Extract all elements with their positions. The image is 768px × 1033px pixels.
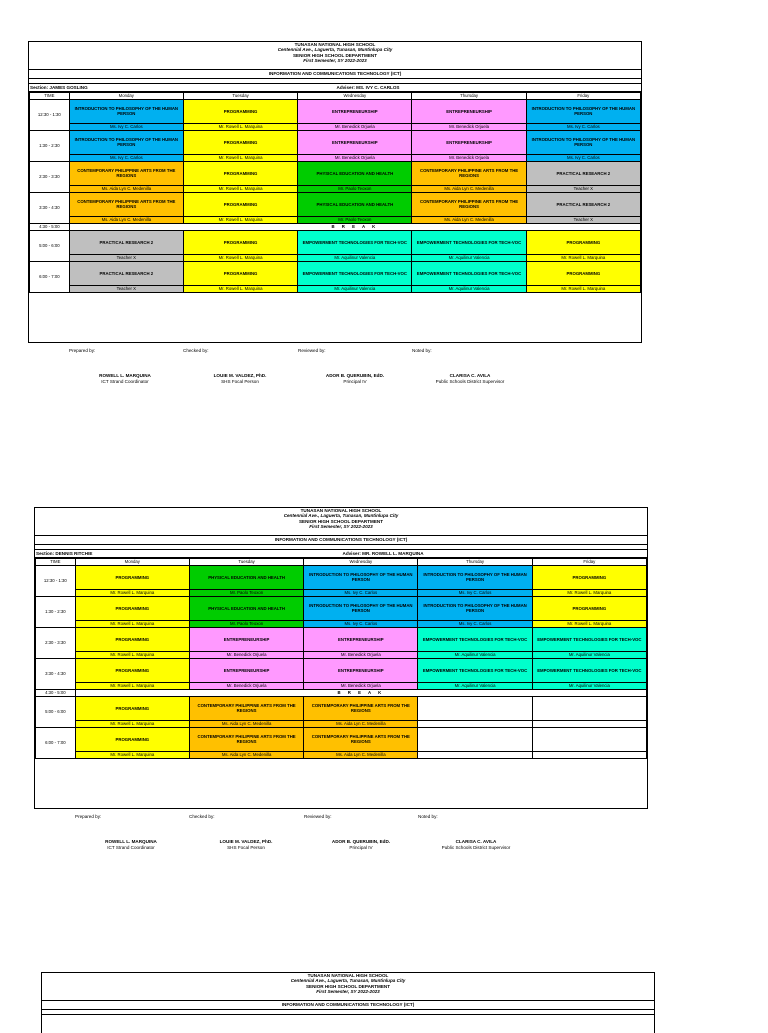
day-header: Thursday [412, 92, 526, 99]
signatories-1 [0, 346, 768, 386]
signatory-name: ADOR B. QUERUBIN, EdD. [325, 373, 385, 378]
subject-cell: EMPOWERMENT TECHNOLOGIES FOR TECH-VOC [298, 230, 412, 254]
subject-cell: CONTEMPORARY PHILIPPINE ARTS FROM THE REGIONS [412, 161, 526, 185]
signatory-name: ROWELL L. MARQUINA [105, 839, 157, 844]
teacher-row [30, 185, 641, 192]
subject-cell: CONTEMPORARY PHILIPPINE ARTS FROM THE REGIONS [69, 192, 183, 216]
subject-cell [532, 727, 646, 751]
signatory-position: Public Schools District Supervisor [441, 845, 511, 850]
subject-cell: INTRODUCTION TO PHILOSOPHY OF THE HUMAN PERSON [526, 130, 640, 154]
subject-cell: PROGRAMMING [75, 596, 189, 620]
signatory-label: Prepared by: [75, 814, 102, 819]
subject-row [36, 727, 647, 751]
subject-cell: INTRODUCTION TO PHILOSOPHY OF THE HUMAN PERSON [418, 565, 532, 589]
teacher-cell: Mr. Rowell L. Marquina [75, 751, 189, 758]
signatory-label: Checked by: [189, 814, 215, 819]
teacher-cell: Mr. Aquilinur Valencia [412, 254, 526, 261]
signatory-name: ADOR B. QUERUBIN, EdD. [331, 839, 391, 844]
break-label: B R E A K [69, 223, 640, 230]
time-slot: 3:30 - 4:30 [36, 658, 76, 689]
teacher-cell: Ms. Ivy C. Carlos [526, 154, 640, 161]
subject-cell: CONTEMPORARY PHILIPPINE ARTS FROM THE REGIONS [189, 727, 303, 751]
teacher-cell: Mr. Rowell L. Marquina [75, 589, 189, 596]
subject-cell: ENTREPRENEURSHIP [298, 99, 412, 123]
strand-title: INFORMATION AND COMMUNICATIONS TECHNOLOGY (ICT) [35, 535, 647, 545]
semester-label: First Semester, SY 2022-2023 [316, 989, 380, 995]
subject-cell: ENTREPRENEURSHIP [189, 627, 303, 651]
teacher-row [36, 682, 647, 689]
subject-row [36, 565, 647, 589]
teacher-cell: Mr. Rowell L. Marquina [526, 254, 640, 261]
strand-title: INFORMATION AND COMMUNICATIONS TECHNOLOGY (ICT) [42, 1000, 654, 1010]
teacher-row [36, 751, 647, 758]
section-row [29, 84, 641, 92]
signatory-name: ROWELL L. MARQUINA [99, 373, 151, 378]
teacher-cell: Ms. Aida Lyn C. Medenilla [69, 185, 183, 192]
subject-row [30, 230, 641, 254]
teacher-cell: Mr. Aquilinur Valencia [418, 682, 532, 689]
subject-cell: PROGRAMMING [183, 161, 297, 185]
teacher-row [30, 285, 641, 292]
day-header: Friday [526, 92, 640, 99]
teacher-cell: Ms. Aida Lyn C. Medenilla [304, 720, 418, 727]
day-header: Wednesday [304, 558, 418, 565]
teacher-cell: Ms. Ivy C. Carlos [304, 620, 418, 627]
semester-label: First Semester, SY 2022-2023 [309, 524, 373, 530]
subject-cell: ENTREPRENEURSHIP [304, 658, 418, 682]
subject-cell: CONTEMPORARY PHILIPPINE ARTS FROM THE REGIONS [69, 161, 183, 185]
teacher-row [30, 123, 641, 130]
time-slot: 5:00 - 6:00 [36, 696, 76, 727]
time-slot: 2:30 - 3:30 [36, 627, 76, 658]
signatory-position: ICT Strand Coordinator [101, 379, 149, 384]
school-name: TUNASAN NATIONAL HIGH SCHOOL [294, 42, 376, 47]
subject-cell: INTRODUCTION TO PHILOSOPHY OF THE HUMAN PERSON [69, 130, 183, 154]
schedule-table [29, 92, 641, 293]
teacher-cell: Mr. Rowell L. Marquina [183, 185, 297, 192]
signatory-label: Reviewed by: [304, 814, 332, 819]
teacher-cell: Mr. Rowell L. Marquina [532, 620, 646, 627]
teacher-cell: Ms. Aida Lyn C. Medenilla [412, 216, 526, 223]
break-time: 4:30 - 5:00 [30, 223, 70, 230]
subject-cell: PRACTICAL RESEARCH 2 [69, 230, 183, 254]
day-header-row [36, 558, 647, 565]
teacher-cell: Mr. Rowell L. Marquina [526, 285, 640, 292]
subject-cell: PROGRAMMING [526, 230, 640, 254]
teacher-row [36, 720, 647, 727]
break-row [36, 689, 647, 696]
teacher-cell: Mr. Rowell L. Marquina [183, 254, 297, 261]
signatories-2 [6, 812, 768, 852]
subject-row [36, 658, 647, 682]
teacher-row [30, 154, 641, 161]
teacher-cell: Ms. Ivy C. Carlos [69, 154, 183, 161]
teacher-cell: Ms. Aida Lyn C. Medenilla [189, 751, 303, 758]
subject-row [36, 596, 647, 620]
teacher-cell [418, 751, 532, 758]
signatory-position: Principal IV [349, 845, 373, 850]
subject-cell: PROGRAMMING [183, 261, 297, 285]
adviser-name: Adviser: MR. ROWELL L. MARQUINA [342, 550, 424, 556]
time-slot: 12:30 - 1:30 [30, 99, 70, 130]
teacher-cell: Mr. Rowell L. Marquina [183, 285, 297, 292]
teacher-cell: Mr. Aquilinur Valencia [532, 682, 646, 689]
teacher-cell [532, 720, 646, 727]
teacher-cell: Teacher X [69, 285, 183, 292]
subject-row [30, 192, 641, 216]
teacher-cell: Mr. Aquilinur Valencia [412, 285, 526, 292]
time-slot: 2:30 - 3:30 [30, 161, 70, 192]
teacher-cell: Mr. Aquilinur Valencia [418, 651, 532, 658]
subject-cell: PRACTICAL RESEARCH 2 [526, 161, 640, 185]
schedule-table [35, 558, 647, 759]
subject-cell: PHYSICAL EDUCATION AND HEALTH [189, 565, 303, 589]
subject-cell: EMPOWERMENT TECHNOLOGIES FOR TECH-VOC [532, 627, 646, 651]
teacher-cell: Mr. Benedick Orjuela [298, 123, 412, 130]
subject-cell: PROGRAMMING [532, 565, 646, 589]
department-name: SENIOR HIGH SCHOOL DEPARTMENT [292, 52, 378, 58]
teacher-cell: Mr. Benedick Orjuela [412, 123, 526, 130]
subject-row [30, 261, 641, 285]
adviser-name: Adviser: MS. IVY C. CARLOS [336, 84, 400, 90]
teacher-cell: Mr. Rowell L. Marquina [183, 216, 297, 223]
teacher-cell: Ms. Aida Lyn C. Medenilla [412, 185, 526, 192]
school-address: Centennial Ave., Laguerta, Tunasan, Muntinlupa City [290, 978, 406, 984]
teacher-cell: Mr. Aquilinur Valencia [532, 651, 646, 658]
teacher-row [36, 651, 647, 658]
subject-cell: PRACTICAL RESEARCH 2 [69, 261, 183, 285]
subject-cell: PROGRAMMING [183, 99, 297, 123]
teacher-cell: Mr. Benedick Orjuela [412, 154, 526, 161]
subject-row [36, 696, 647, 720]
school-address: Centennial Ave., Laguerta, Tunasan, Muntinlupa City [277, 47, 393, 53]
time-header: TIME [30, 92, 70, 99]
teacher-cell [418, 720, 532, 727]
signatory-name: LOUIE M. VALDEZ, PhD. [219, 839, 273, 844]
time-slot: 1:30 - 2:30 [36, 596, 76, 627]
signatory-position: Principal IV [343, 379, 367, 384]
teacher-cell: Ms. Ivy C. Carlos [418, 589, 532, 596]
signatory-name: CLARISA C. AVILA [455, 839, 497, 844]
break-time: 4:30 - 5:00 [36, 689, 76, 696]
day-header-row [30, 92, 641, 99]
subject-cell: INTRODUCTION TO PHILOSOPHY OF THE HUMAN PERSON [69, 99, 183, 123]
teacher-cell: Mr. Rowell L. Marquina [75, 682, 189, 689]
teacher-cell: Mr. Paolo Teoxon [298, 185, 412, 192]
signatory-name: CLARISA C. AVILA [449, 373, 491, 378]
subject-cell [532, 696, 646, 720]
subject-cell [418, 727, 532, 751]
subject-cell: ENTREPRENEURSHIP [412, 130, 526, 154]
subject-cell: EMPOWERMENT TECHNOLOGIES FOR TECH-VOC [532, 658, 646, 682]
subject-cell: CONTEMPORARY PHILIPPINE ARTS FROM THE REGIONS [189, 696, 303, 720]
school-name: TUNASAN NATIONAL HIGH SCHOOL [300, 508, 382, 513]
subject-cell: PHYSICAL EDUCATION AND HEALTH [298, 192, 412, 216]
subject-cell: INTRODUCTION TO PHILOSOPHY OF THE HUMAN PERSON [418, 596, 532, 620]
day-header: Tuesday [183, 92, 297, 99]
day-header: Thursday [418, 558, 532, 565]
teacher-cell: Mr. Aquilinur Valencia [298, 285, 412, 292]
signatory-label: Noted by: [412, 348, 432, 353]
department-name: SENIOR HIGH SCHOOL DEPARTMENT [298, 518, 384, 524]
subject-row [30, 130, 641, 154]
teacher-cell: Mr. Rowell L. Marquina [183, 123, 297, 130]
teacher-cell: Mr. Rowell L. Marquina [75, 651, 189, 658]
teacher-cell: Mr. Paolo Teoxon [189, 589, 303, 596]
teacher-cell: Teacher X [526, 185, 640, 192]
subject-cell: PROGRAMMING [183, 130, 297, 154]
teacher-row [36, 620, 647, 627]
section-name: Section: JAMES GOSLING [30, 84, 88, 90]
signatory-name: LOUIE M. VALDEZ, PhD. [213, 373, 267, 378]
teacher-cell: Mr. Aquilinur Valencia [298, 254, 412, 261]
teacher-cell: Teacher X [69, 254, 183, 261]
teacher-cell: Mr. Rowell L. Marquina [183, 154, 297, 161]
subject-cell: EMPOWERMENT TECHNOLOGIES FOR TECH-VOC [418, 627, 532, 651]
section-row [35, 550, 647, 558]
teacher-row [30, 216, 641, 223]
subject-cell: PHYSICAL EDUCATION AND HEALTH [189, 596, 303, 620]
time-slot: 5:00 - 6:00 [30, 230, 70, 261]
subject-cell: CONTEMPORARY PHILIPPINE ARTS FROM THE REGIONS [412, 192, 526, 216]
subject-cell: CONTEMPORARY PHILIPPINE ARTS FROM THE REGIONS [304, 727, 418, 751]
day-header: Monday [75, 558, 189, 565]
subject-cell: EMPOWERMENT TECHNOLOGIES FOR TECH-VOC [298, 261, 412, 285]
day-header: Tuesday [189, 558, 303, 565]
subject-cell: ENTREPRENEURSHIP [298, 130, 412, 154]
subject-cell [418, 696, 532, 720]
teacher-cell: Mr. Benedick Orjuela [189, 651, 303, 658]
signatory-label: Checked by: [183, 348, 209, 353]
schedule-sheet-2 [34, 507, 648, 809]
teacher-cell: Ms. Aida Lyn C. Medenilla [69, 216, 183, 223]
subject-cell: PROGRAMMING [183, 192, 297, 216]
time-slot: 3:30 - 4:30 [30, 192, 70, 223]
subject-cell: PROGRAMMING [75, 565, 189, 589]
teacher-cell: Ms. Ivy C. Carlos [304, 589, 418, 596]
subject-cell: PROGRAMMING [75, 696, 189, 720]
signatory-position: ICT Strand Coordinator [107, 845, 155, 850]
teacher-cell: Ms. Aida Lyn C. Medenilla [189, 720, 303, 727]
department-name: SENIOR HIGH SCHOOL DEPARTMENT [305, 983, 391, 989]
teacher-cell: Ms. Ivy C. Carlos [69, 123, 183, 130]
teacher-cell: Ms. Ivy C. Carlos [526, 123, 640, 130]
signatory-label: Noted by: [418, 814, 438, 819]
subject-cell: PROGRAMMING [526, 261, 640, 285]
subject-cell: INTRODUCTION TO PHILOSOPHY OF THE HUMAN PERSON [526, 99, 640, 123]
teacher-cell: Ms. Ivy C. Carlos [418, 620, 532, 627]
time-slot: 6:00 - 7:00 [30, 261, 70, 292]
teacher-cell: Mr. Benedick Orjuela [189, 682, 303, 689]
subject-cell: PROGRAMMING [532, 596, 646, 620]
sheet-header [29, 42, 641, 64]
strand-title: INFORMATION AND COMMUNICATIONS TECHNOLOGY (ICT) [29, 69, 641, 79]
day-header: Wednesday [298, 92, 412, 99]
time-slot: 6:00 - 7:00 [36, 727, 76, 758]
teacher-cell: Mr. Paolo Teoxon [189, 620, 303, 627]
signatory-position: SHS Focal Person [221, 379, 259, 384]
break-label: B R E A K [75, 689, 646, 696]
sheet-header [42, 973, 654, 995]
signatory-label: Prepared by: [69, 348, 96, 353]
semester-label: First Semester, SY 2022-2023 [303, 58, 367, 64]
break-row [30, 223, 641, 230]
subject-cell: INTRODUCTION TO PHILOSOPHY OF THE HUMAN PERSON [304, 565, 418, 589]
teacher-cell: Teacher X [526, 216, 640, 223]
subject-cell: CONTEMPORARY PHILIPPINE ARTS FROM THE REGIONS [304, 696, 418, 720]
subject-row [36, 627, 647, 651]
teacher-cell: Mr. Rowell L. Marquina [75, 620, 189, 627]
subject-cell: PROGRAMMING [75, 658, 189, 682]
subject-cell: PRACTICAL RESEARCH 2 [526, 192, 640, 216]
teacher-cell: Mr. Rowell L. Marquina [75, 720, 189, 727]
teacher-cell: Mr. Benedick Orjuela [298, 154, 412, 161]
spacer-row [42, 1010, 654, 1015]
subject-cell: ENTREPRENEURSHIP [412, 99, 526, 123]
school-address: Centennial Ave., Laguerta, Tunasan, Muntinlupa City [283, 513, 399, 519]
day-header: Friday [532, 558, 646, 565]
teacher-cell [532, 751, 646, 758]
subject-row [30, 161, 641, 185]
teacher-cell: Mr. Paolo Teoxon [298, 216, 412, 223]
subject-cell: PROGRAMMING [75, 627, 189, 651]
subject-cell: PROGRAMMING [183, 230, 297, 254]
schedule-sheet-1 [28, 41, 642, 343]
subject-cell: ENTREPRENEURSHIP [304, 627, 418, 651]
subject-cell: EMPOWERMENT TECHNOLOGIES FOR TECH-VOC [412, 230, 526, 254]
teacher-cell: Mr. Benedick Orjuela [304, 682, 418, 689]
section-name: Section: DENNIS RITCHIE [36, 550, 93, 556]
subject-cell: ENTREPRENEURSHIP [189, 658, 303, 682]
time-slot: 1:30 - 2:30 [30, 130, 70, 161]
subject-cell: PROGRAMMING [75, 727, 189, 751]
sheet-header [35, 508, 647, 530]
time-header: TIME [36, 558, 76, 565]
subject-cell: EMPOWERMENT TECHNOLOGIES FOR TECH-VOC [412, 261, 526, 285]
subject-cell: PHYSICAL EDUCATION AND HEALTH [298, 161, 412, 185]
signatory-label: Reviewed by: [298, 348, 326, 353]
school-name: TUNASAN NATIONAL HIGH SCHOOL [307, 973, 389, 978]
time-slot: 12:30 - 1:30 [36, 565, 76, 596]
subject-cell: INTRODUCTION TO PHILOSOPHY OF THE HUMAN PERSON [304, 596, 418, 620]
subject-cell: EMPOWERMENT TECHNOLOGIES FOR TECH-VOC [418, 658, 532, 682]
teacher-row [36, 589, 647, 596]
teacher-row [30, 254, 641, 261]
signatory-position: Public Schools District Supervisor [435, 379, 505, 384]
teacher-cell: Ms. Aida Lyn C. Medenilla [304, 751, 418, 758]
teacher-cell: Mr. Rowell L. Marquina [532, 589, 646, 596]
day-header: Monday [69, 92, 183, 99]
signatory-position: SHS Focal Person [227, 845, 265, 850]
subject-row [30, 99, 641, 123]
teacher-cell: Mr. Benedick Orjuela [304, 651, 418, 658]
